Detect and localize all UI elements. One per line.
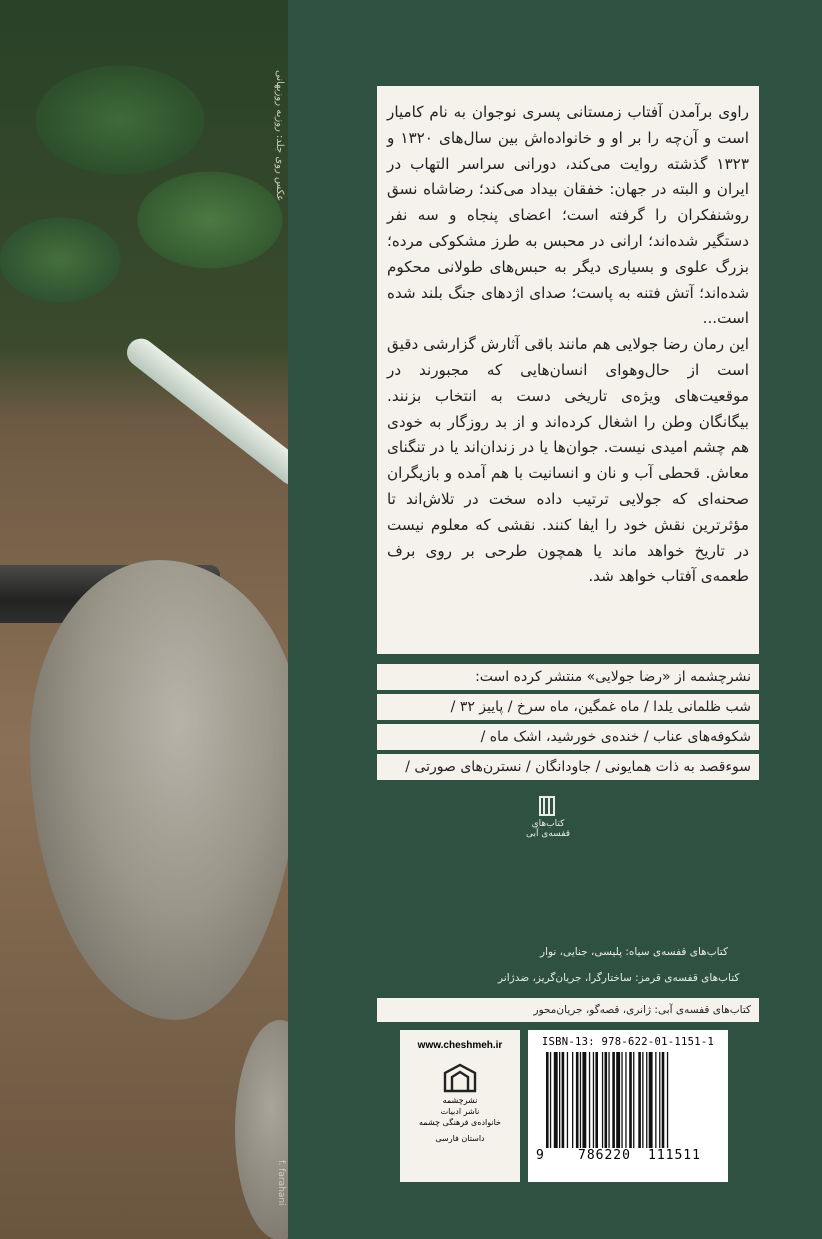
barcode-bar <box>572 1052 573 1148</box>
barcode-bar <box>629 1052 632 1148</box>
synopsis-paragraph-2: این رمان رضا جولایی هم مانند باقی آثارش گزارشی دقیق است از حال‌وهوای انسان‌هایی که مجبورند در موقعیت‌های ویژه‌ی تاریخی دست به انتخاب بزنند. بیگانگان وطن را اشغال کرده‌اند و از بد روزگار به خودی هم چشم امیدی نیست. جوان‌ها یا در زندان‌اند یا در تنگنای معاش. قحطی آب و نان و انسانیت با هم آمده و بازیگران صحنه‌ای که جولایی ترتیب داده سخت در تلاش‌اند تا مؤثرترین نقش خود را ایفا کنند. نقشی که معلوم نیست در تاریخ خواهد ماند یا همچون طرحی بر روی برف طعمه‌ی آفتاب خواهد شد. <box>387 335 749 586</box>
publisher-line-2: خانواده‌ی فرهنگی چشمه <box>418 1118 502 1127</box>
isbn-text: ISBN-13: 978-622-01-1151-1 <box>541 1036 715 1048</box>
designer-credit: f. farahani <box>276 1160 286 1206</box>
barcode-bar <box>602 1052 603 1148</box>
large-rock <box>30 560 288 1020</box>
blue-shelf-label: کتاب‌های قفسه‌ی آبی <box>525 819 571 839</box>
isbn-barcode <box>528 1030 728 1182</box>
publisher-url: www.cheshmeh.ir <box>417 1040 503 1051</box>
series-blue: کتاب‌های قفسه‌ی آبی: ژانری، قصه‌گو، جریان‌محور <box>377 998 759 1022</box>
blue-shelf-logo <box>518 795 578 839</box>
barcode-digits-left: 786220 <box>578 1148 631 1163</box>
other-works-heading: نشرچشمه از «رضا جولایی» منتشر کرده است: <box>377 664 759 690</box>
cover-photo <box>0 0 288 1239</box>
synopsis-panel <box>377 86 759 654</box>
barcode-bar <box>546 1052 549 1148</box>
barcode-bar <box>638 1052 641 1148</box>
barcode-bar <box>582 1052 586 1148</box>
other-works-line-2: شکوفه‌های عناب / خنده‌ی خورشید، اشک ماه / <box>377 724 759 750</box>
barcode-bar <box>593 1052 594 1148</box>
barcode-bar <box>646 1052 647 1148</box>
barcode-digit-prefix: 9 <box>536 1148 544 1163</box>
barcode-bar <box>608 1052 609 1148</box>
barcode-bar <box>633 1052 634 1148</box>
synopsis-paragraph-1: راوی برآمدن آفتاب زمستانی پسری نوجوان به نام کامیار است و آن‌چه را بر او و خانواده‌اش بین سال‌های ۱۳۲۰ و ۱۳۲۳ گذشته روایت می‌کند، دورانی سراسر التهاب در ایران و البته در جهان: خفقان بیداد می‌کند؛ رضاشاه نسق روشنفکران را گرفته است؛ اعضای پنجاه و سه نفر دستگیر شده‌اند؛ ارانی در محبس به طرز مشکوکی مرده؛ بزرگ علوی و بسیاری دیگر به حبس‌های طولانی محکوم شده‌اند؛ آتش فتنه به پاست؛ صدای اژدهای جنگ بلند شده است... <box>387 103 749 328</box>
series-red: کتاب‌های قفسه‌ی قرمز: ساختارگرا، جریان‌گریز، ضدژانر <box>498 972 740 984</box>
barcode-bar <box>605 1052 608 1148</box>
barcode-bar <box>559 1052 560 1148</box>
barcode-bar <box>589 1052 590 1148</box>
series-black: کتاب‌های قفسه‌ی سیاه: پلیسی، جنایی، نوار <box>540 946 728 958</box>
barcode-digits-right: 111511 <box>648 1148 701 1163</box>
barcode-bar <box>580 1052 581 1148</box>
barcode-bar <box>659 1052 660 1148</box>
small-rock <box>235 1020 288 1239</box>
barcode-bar <box>576 1052 579 1148</box>
barcode-bar <box>625 1052 626 1148</box>
barcode-bar <box>562 1052 565 1148</box>
cheshmeh-logo-icon <box>443 1063 477 1093</box>
barcode-bar <box>612 1052 615 1148</box>
publisher-name: نشرچشمه <box>442 1096 478 1105</box>
garden-hose <box>121 333 288 491</box>
other-works-line-1: شب ظلمانی یلدا / ماه غمگین، ماه سرخ / پاییز ۳۲ / <box>377 694 759 720</box>
barcode-bar <box>550 1052 551 1148</box>
barcode-bar <box>621 1052 622 1148</box>
barcode-bar <box>554 1052 558 1148</box>
publisher-box <box>400 1030 520 1182</box>
barcode-bar <box>567 1052 568 1148</box>
barcode-bar <box>595 1052 598 1148</box>
photo-credit: عکس روی جلد: روزبه روزبهانی <box>274 70 285 202</box>
book-category: داستان فارسی <box>435 1134 485 1143</box>
barcode-bar <box>616 1052 620 1148</box>
barcode-bar <box>662 1052 665 1148</box>
barcode-bars <box>538 1052 718 1148</box>
barcode-bar <box>667 1052 668 1148</box>
barcode-bar <box>642 1052 643 1148</box>
book-icon <box>535 795 561 817</box>
other-works-line-3: سوءقصد به ذات همایونی / جاودانگان / نسترن‌های صورتی / <box>377 754 759 780</box>
barcode-bar <box>649 1052 653 1148</box>
publisher-line-1: ناشر ادبیات <box>440 1107 480 1116</box>
barcode-bar <box>655 1052 656 1148</box>
